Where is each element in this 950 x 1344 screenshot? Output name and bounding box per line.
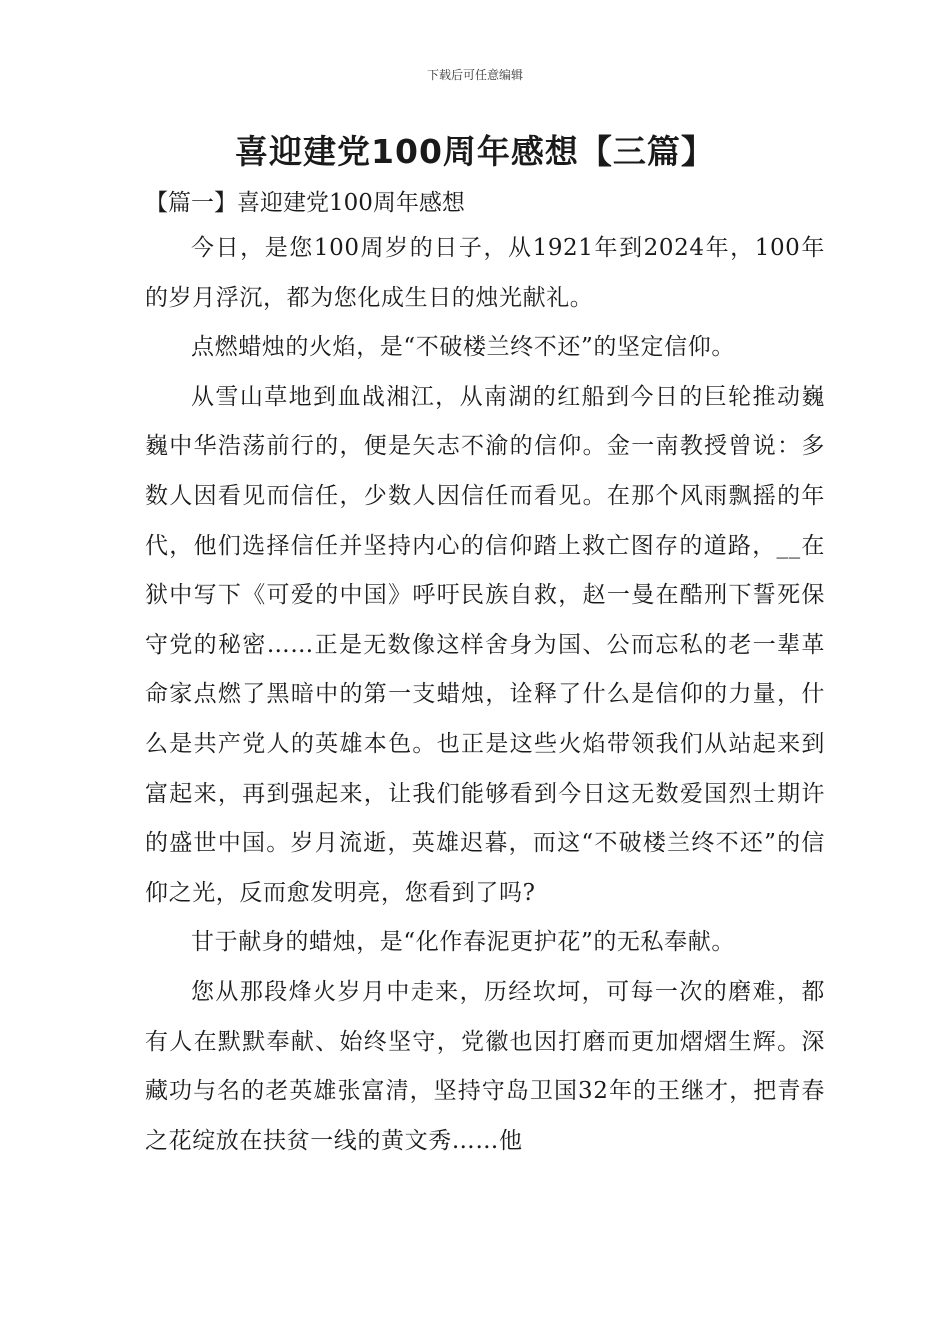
header-note: 下载后可任意编辑 xyxy=(426,68,523,82)
paragraph: 甘于献身的蜡烛，是“化作春泥更护花”的无私奉献。 xyxy=(191,929,735,956)
document-title: 喜迎建党100周年感想【三篇】 xyxy=(235,132,715,171)
section-heading: 【篇一】喜迎建党100周年感想 xyxy=(145,190,465,216)
paragraph: 从雪山草地到血战湘江，从南湖的红船到今日的巨轮推动巍巍中华浩荡前行的，便是矢志不渝的信仰。金一南教授曾说：多数人因看见而信任，少数人因信任而看见。在那个风雨飘摇的年代，他们选择信任并坚持内心的信仰踏上救亡图存的道路，__在狱中写下《可爱的中国》呼吁民族自救，赵一曼在酷刑下誓死保守党的秘密……正是无数像这样舍身为国、公而忘私的老一辈革命家点燃了黑暗中的第一支蜡烛，诠释了什么是信仰的力量，什么是共产党人的英雄本色。也正是这些火焰带领我们从站起来到富起来，再到强起来，让我们能够看到今日这无数爱国烈士期许的盛世中国。岁月流逝，英雄迟暮，而这“不破楼兰终不还”的信仰之光，反而愈发明亮，您看到了吗? xyxy=(145,383,825,906)
paragraph: 点燃蜡烛的火焰，是“不破楼兰终不还”的坚定信仰。 xyxy=(191,334,735,361)
paragraph: 今日，是您100周岁的日子，从1921年到2024年，100年的岁月浮沉，都为您化成生日的烛光献礼。 xyxy=(145,235,825,311)
paragraph: 您从那段烽火岁月中走来，历经坎坷，可每一次的磨难，都有人在默默奉献、始终坚守，党徽也因打磨而更加熠熠生辉。深藏功与名的老英雄张富清，坚持守岛卫国32年的王继才，把青春之花绽放在扶贫一线的黄文秀……他 xyxy=(145,978,825,1154)
body-text xyxy=(145,224,825,1166)
